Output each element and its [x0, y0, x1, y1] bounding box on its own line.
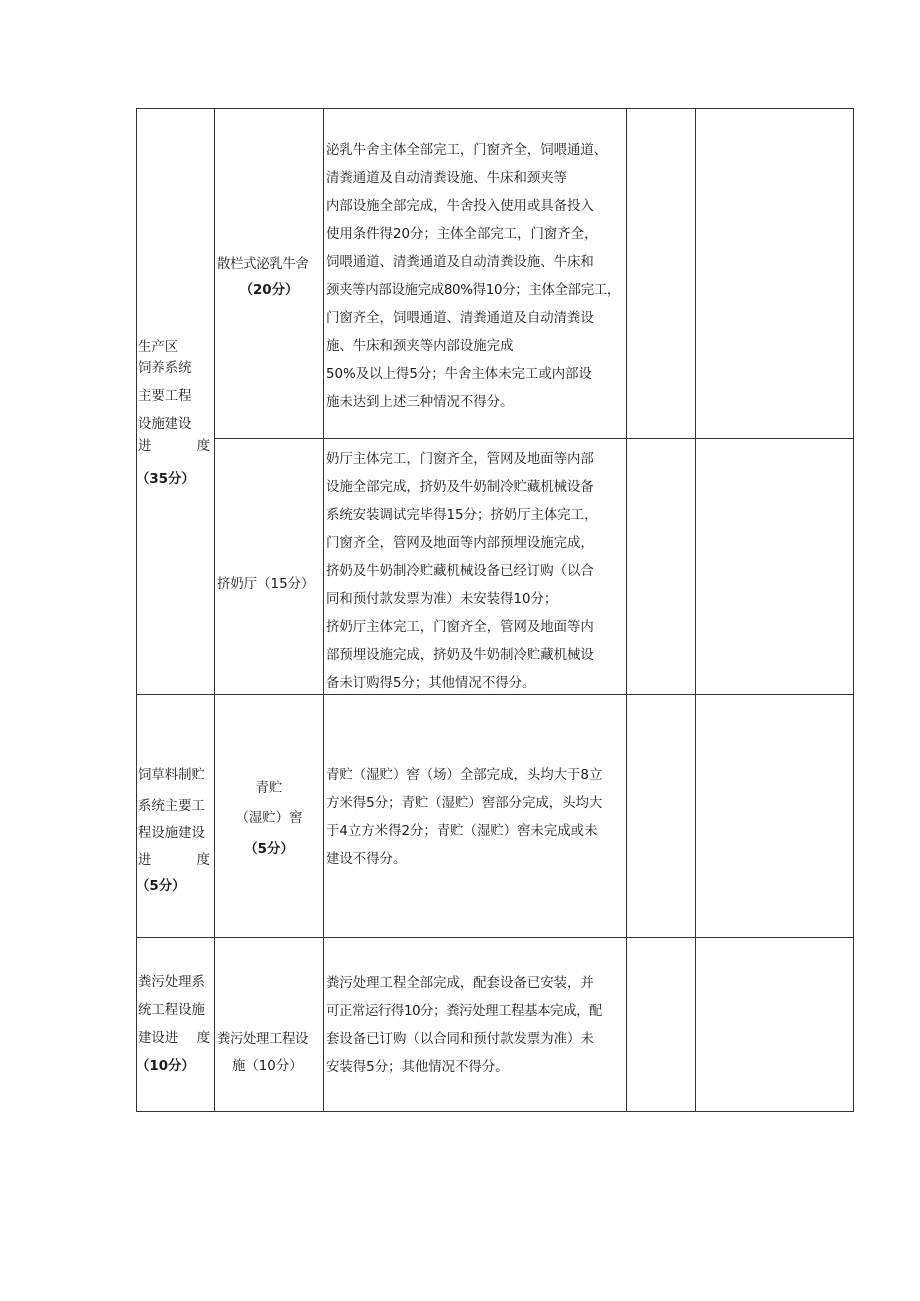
item-name: 青贮 [255, 781, 283, 796]
row-divider [214, 438, 854, 439]
category-word: 建设进 [138, 1031, 179, 1046]
category-line: 设施建设 [138, 417, 192, 432]
criteria-line: 备未订购得5分；其他情况不得分。 [326, 676, 536, 691]
category-line-progress [138, 848, 210, 874]
criteria-line: 奶厅主体完工，门窗齐全，管网及地面等内部 [326, 452, 594, 467]
criteria-line: 挤奶厅主体完工，门窗齐全，管网及地面等内 [326, 620, 594, 635]
criteria-line: 挤奶及牛奶制冷贮藏机械设备已经订购（以合 [326, 564, 594, 579]
category-line: 统工程设施 [138, 1003, 205, 1018]
column-divider [214, 108, 215, 1112]
category-line-progress [138, 1026, 210, 1052]
criteria-line: 建设不得分。 [326, 852, 407, 867]
criteria-line: 同和预付款发票为准）未安装得10分； [326, 592, 558, 607]
category-score: （35分） [136, 472, 195, 487]
criteria-line: 颈夹等内部设施完成80%得10分；主体全部完工， [326, 283, 621, 298]
category-score: （5分） [136, 879, 186, 894]
criteria-line: 可正常运行得10分；粪污处理工程基本完成，配 [326, 1004, 603, 1019]
column-divider [626, 108, 627, 1112]
criteria-line: 饲喂通道、清粪通道及自动清粪设施、牛床和 [326, 255, 594, 270]
table-border-left [136, 108, 137, 1112]
column-divider [695, 108, 696, 1112]
criteria-line: 使用条件得20分；主体全部完工，门窗齐全， [326, 227, 598, 242]
table-border-top [136, 108, 854, 109]
category-line: 程设施建设 [138, 826, 205, 841]
item-name: 粪污处理工程设 [217, 1032, 308, 1047]
criteria-line: 套设备已订购（以合同和预付款发票为准）未 [326, 1032, 594, 1047]
criteria-line: 方米得5分；青贮（湿贮）窖部分完成，头均大 [326, 796, 603, 811]
item-score: （20分） [239, 283, 299, 298]
criteria-line: 施、牛床和颈夹等内部设施完成 [326, 339, 514, 354]
criteria-line: 部预埋设施完成，挤奶及牛奶制冷贮藏机械设 [326, 648, 594, 663]
table-border-bottom [136, 1111, 854, 1112]
criteria-line: 泌乳牛舍主体全部完工，门窗齐全，饲喂通道、 [326, 143, 608, 158]
category-word: 度 [196, 853, 210, 868]
criteria-line: 青贮（湿贮）窖（场）全部完成，头均大于8立 [326, 768, 603, 783]
criteria-line: 设施全部完成，挤奶及牛奶制冷贮藏机械设备 [326, 480, 594, 495]
category-line: 粪污处理系 [138, 975, 205, 990]
category-line-progress [138, 434, 210, 460]
criteria-line: 安装得5分；其他情况不得分。 [326, 1060, 509, 1075]
category-word: 进 [138, 439, 152, 454]
category-line: 生产区 [138, 340, 179, 355]
criteria-line: 门窗齐全，饲喂通道、清粪通道及自动清粪设 [326, 311, 594, 326]
criteria-line: 清粪通道及自动清粪设施、牛床和颈夹等 [326, 171, 568, 186]
item-name: 挤奶厅（15分） [217, 577, 315, 592]
criteria-line: 门窗齐全，管网及地面等内部预埋设施完成， [326, 536, 594, 551]
category-line: 主要工程 [138, 389, 192, 404]
category-word: 度 [196, 1031, 210, 1046]
item-score: （5分） [244, 842, 294, 857]
item-score: 施（10分） [232, 1059, 303, 1074]
row-divider [136, 937, 854, 938]
category-score: （10分） [136, 1059, 195, 1074]
criteria-line: 系统安装调试完毕得15分；挤奶厅主体完工， [326, 508, 598, 523]
criteria-line: 50%及以上得5分；牛舍主体未完工或内部设 [326, 367, 592, 382]
criteria-line: 内部设施全部完成，牛舍投入使用或具备投入 [326, 199, 594, 214]
category-word: 进 [138, 853, 152, 868]
criteria-line: 粪污处理工程全部完成，配套设备已安装，并 [326, 976, 594, 991]
table-border-right [853, 108, 854, 1112]
category-word: 度 [196, 439, 210, 454]
column-divider [323, 108, 324, 1112]
category-line: 饲养系统 [138, 361, 192, 376]
criteria-line: 于4立方米得2分；青贮（湿贮）窖未完成或未 [326, 824, 598, 839]
criteria-line: 施未达到上述三种情况不得分。 [326, 395, 514, 410]
category-line: 系统主要工 [138, 799, 205, 814]
scoring-table [136, 108, 854, 1112]
category-line: 饲草料制贮 [138, 768, 205, 783]
item-name: 散栏式泌乳牛舍 [217, 257, 309, 272]
item-name: （湿贮）窖 [235, 811, 303, 826]
